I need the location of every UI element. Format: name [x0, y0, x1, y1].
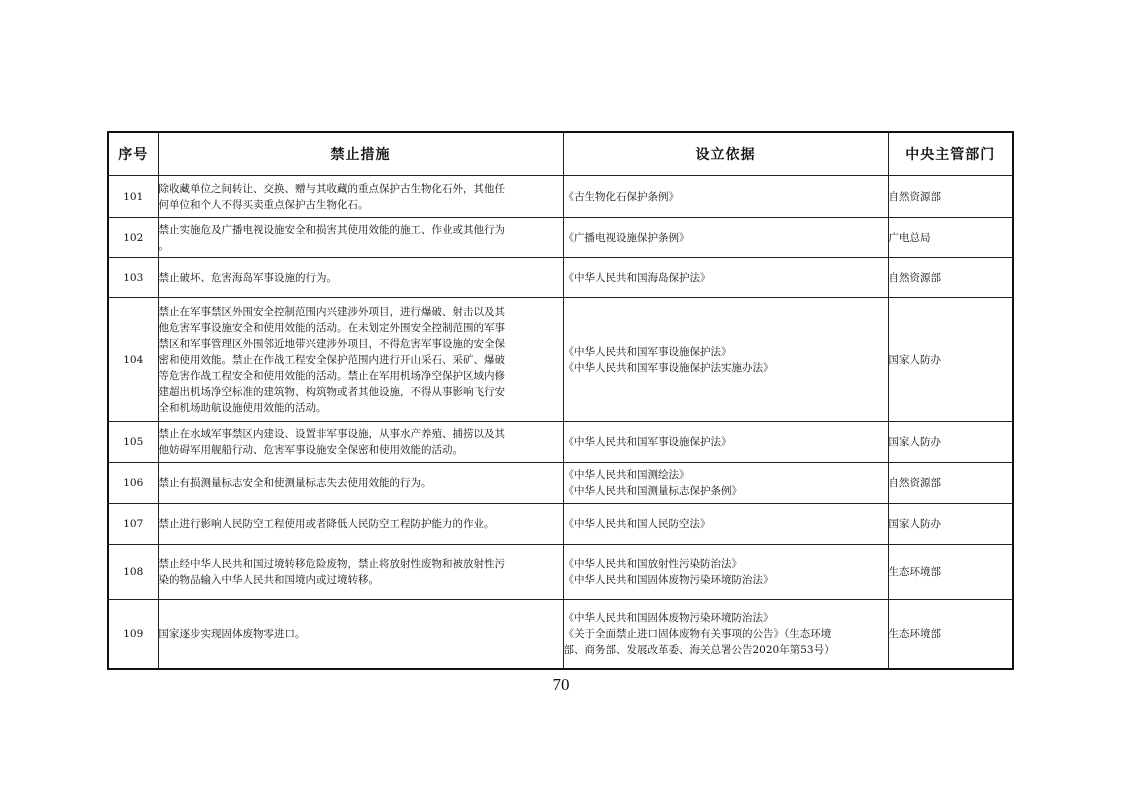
cell-legal-basis-line: 《中华人民共和国固体废物污染环境防治法》	[563, 574, 774, 586]
cell-prohibited-measure-line: 禁止在军事禁区外围安全控制范围内兴建涉外项目，进行爆破、射击以及其	[158, 305, 505, 318]
cell-prohibited-measure-line: 禁止有损测量标志安全和使测量标志失去使用效能的行为。	[158, 477, 432, 489]
cell-prohibited-measure	[158, 176, 563, 218]
header-legal-basis: 设立依据	[563, 132, 888, 176]
cell-prohibited-measure	[158, 545, 563, 600]
cell-prohibited-measure-line: 禁止在水域军事禁区内建设、设置非军事设施，从事水产养殖、捕捞以及其	[158, 428, 505, 440]
table-row	[108, 463, 1013, 504]
cell-prohibited-measure-line: 禁止实施危及广播电视设施安全和损害其使用效能的施工、作业或其他行为	[158, 223, 505, 236]
cell-serial-number: 109	[108, 600, 158, 669]
cell-prohibited-measure	[158, 258, 563, 298]
table-row	[108, 545, 1013, 600]
cell-serial-number: 102	[108, 218, 158, 258]
page-number: 70	[552, 675, 570, 694]
cell-central-department: 生态环境部	[888, 545, 1013, 600]
cell-legal-basis-line: 《中华人民共和国测绘法》	[563, 469, 690, 481]
header-central-department: 中央主管部门	[888, 132, 1013, 176]
cell-central-department: 自然资源部	[888, 258, 1013, 298]
cell-prohibited-measure-line: 他危害军事设施安全和使用效能的活动。在未划定外围安全控制范围的军事	[158, 321, 505, 334]
table-row	[108, 298, 1013, 422]
table-row	[108, 504, 1013, 545]
cell-prohibited-measure	[158, 463, 563, 504]
cell-serial-number: 105	[108, 422, 158, 463]
cell-legal-basis-line: 《中华人民共和国放射性污染防治法》	[563, 558, 742, 570]
cell-central-department: 自然资源部	[888, 176, 1013, 218]
cell-legal-basis	[563, 218, 888, 258]
cell-prohibited-measure-line: 。	[158, 239, 169, 252]
cell-prohibited-measure	[158, 504, 563, 545]
cell-legal-basis-line: 《中华人民共和国军事设施保护法实施办法》	[563, 361, 774, 374]
cell-prohibited-measure	[158, 218, 563, 258]
cell-legal-basis-line: 《古生物化石保护条例》	[563, 190, 679, 203]
cell-legal-basis	[563, 176, 888, 218]
cell-legal-basis	[563, 545, 888, 600]
cell-serial-number: 103	[108, 258, 158, 298]
cell-prohibited-measure-line: 建超出机场净空标准的建筑物、构筑物或者其他设施，不得从事影响飞行安	[158, 385, 505, 398]
cell-legal-basis-line: 《关于全面禁止进口固体废物有关事项的公告》（生态环境	[563, 627, 832, 640]
cell-legal-basis-line: 《中华人民共和国人民防空法》	[563, 518, 711, 530]
cell-central-department: 生态环境部	[888, 600, 1013, 669]
cell-prohibited-measure	[158, 600, 563, 669]
cell-legal-basis	[563, 600, 888, 669]
cell-legal-basis	[563, 298, 888, 422]
cell-prohibited-measure-line: 全和机场助航设施使用效能的活动。	[158, 401, 327, 414]
cell-legal-basis	[563, 463, 888, 504]
cell-prohibited-measure-line: 何单位和个人不得买卖重点保护古生物化石。	[158, 198, 369, 211]
cell-prohibited-measure-line: 禁止进行影响人民防空工程使用或者降低人民防空工程防护能力的作业。	[158, 518, 495, 530]
cell-prohibited-measure	[158, 422, 563, 463]
cell-central-department: 国家人防办	[888, 504, 1013, 545]
cell-central-department: 国家人防办	[888, 422, 1013, 463]
header-serial-number: 序号	[108, 132, 158, 176]
table-row	[108, 422, 1013, 463]
cell-legal-basis-line: 《中华人民共和国海岛保护法》	[563, 271, 711, 284]
cell-legal-basis	[563, 504, 888, 545]
cell-serial-number: 104	[108, 298, 158, 422]
cell-legal-basis-line: 《中华人民共和国测量标志保护条例》	[563, 485, 742, 497]
cell-prohibited-measure-line: 染的物品输入中华人民共和国境内或过境转移。	[158, 574, 379, 586]
cell-legal-basis	[563, 258, 888, 298]
cell-legal-basis-line: 《广播电视设施保护条例》	[563, 231, 690, 244]
cell-prohibited-measure-line: 等危害作战工程安全和使用效能的活动。禁止在军用机场净空保护区域内修	[158, 369, 505, 382]
cell-legal-basis-line: 《中华人民共和国军事设施保护法》	[563, 345, 732, 358]
cell-central-department: 广电总局	[888, 218, 1013, 258]
table-row	[108, 600, 1013, 669]
cell-serial-number: 108	[108, 545, 158, 600]
cell-central-department: 自然资源部	[888, 463, 1013, 504]
cell-legal-basis	[563, 422, 888, 463]
measures-table	[107, 131, 1014, 670]
cell-prohibited-measure-line: 密和使用效能。禁止在作战工程安全保护范围内进行开山采石、采矿、爆破	[158, 353, 505, 366]
cell-prohibited-measure-line: 禁止经中华人民共和国过境转移危险废物，禁止将放射性废物和被放射性污	[158, 558, 505, 570]
cell-prohibited-measure-line: 除收藏单位之间转让、交换、赠与其收藏的重点保护古生物化石外，其他任	[158, 182, 505, 195]
cell-legal-basis-line: 部、商务部、发展改革委、海关总署公告2020年第53号）	[563, 643, 835, 656]
cell-prohibited-measure	[158, 298, 563, 422]
table-body	[108, 176, 1013, 669]
table-row	[108, 258, 1013, 298]
cell-prohibited-measure-line: 他妨碍军用舰船行动、危害军事设施安全保密和使用效能的活动。	[158, 444, 463, 456]
table-row	[108, 218, 1013, 258]
header-prohibited-measures: 禁止措施	[158, 132, 563, 176]
table-header-row	[108, 132, 1013, 176]
cell-central-department: 国家人防办	[888, 298, 1013, 422]
cell-prohibited-measure-line: 禁止破坏、危害海岛军事设施的行为。	[158, 271, 337, 284]
cell-serial-number: 107	[108, 504, 158, 545]
cell-serial-number: 106	[108, 463, 158, 504]
cell-prohibited-measure-line: 禁区和军事管理区外围邻近地带兴建涉外项目，不得危害军事设施的安全保	[158, 337, 505, 350]
cell-legal-basis-line: 《中华人民共和国军事设施保护法》	[563, 436, 732, 448]
table-row	[108, 176, 1013, 218]
cell-serial-number: 101	[108, 176, 158, 218]
cell-prohibited-measure-line: 国家逐步实现固体废物零进口。	[158, 627, 306, 640]
cell-legal-basis-line: 《中华人民共和国固体废物污染环境防治法》	[563, 611, 774, 624]
